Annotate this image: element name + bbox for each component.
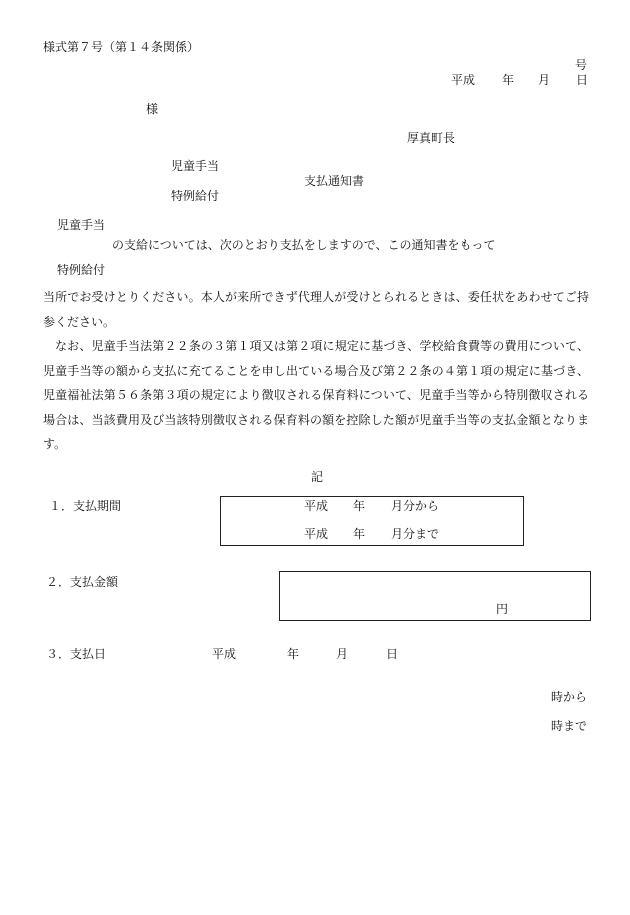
date-era: 平成 <box>451 73 476 87</box>
period-to-month-label: 月分まで <box>391 527 440 541</box>
period-from-era: 平成 <box>304 499 329 513</box>
intro-option-special-benefit: 特例給付 <box>57 263 106 277</box>
period-to-year-label: 年 <box>353 527 366 541</box>
issuer: 厚真町長 <box>407 131 456 145</box>
payment-date-month-label: 月 <box>336 647 349 661</box>
period-from-year-label: 年 <box>353 499 366 513</box>
notice-paragraph: なお、児童手当法第２２条の３第１項又は第２項に規定に基づき、学校給食費等の費用について、児童手当等の額から支払に充てることを申し出ている場合及び第２２条の４第１項の規定に基づき、児童福祉法第５６条第３項の規定により徴収される保育料について、児童手当等から特別徴収される場合は、当該費用及び当該特別徴収される保育料の額を控除した額が児童手当等の支払金額となります。 <box>43 339 589 452</box>
payment-date-label: ３．支払日 <box>46 647 107 661</box>
ki-heading: 記 <box>311 470 324 484</box>
payment-date-era: 平成 <box>212 647 237 661</box>
title-option-child-allowance: 児童手当 <box>171 159 220 173</box>
form-number: 様式第７号（第１４条関係） <box>43 40 200 54</box>
title-option-special-benefit: 特例給付 <box>171 189 220 203</box>
intro-line-1: の支給については、次のとおり支払をしますので、この通知書をもって <box>112 238 496 252</box>
intro-option-child-allowance: 児童手当 <box>57 218 106 232</box>
payment-period-box <box>220 496 524 546</box>
payment-time-from: 時から <box>551 690 588 704</box>
document-number-label: 号 <box>575 58 588 72</box>
payment-amount-box <box>279 571 591 621</box>
payment-date-year-label: 年 <box>287 647 300 661</box>
date-year-label: 年 <box>502 73 515 87</box>
payment-date-day-label: 日 <box>386 647 399 661</box>
document-title: 支払通知書 <box>304 174 365 188</box>
date-month-label: 月 <box>538 73 551 87</box>
date-day-label: 日 <box>576 73 589 87</box>
payment-time-to: 時まで <box>551 719 588 733</box>
addressee-suffix: 様 <box>146 102 159 116</box>
period-to-era: 平成 <box>304 527 329 541</box>
amount-unit-yen: 円 <box>496 602 509 616</box>
payment-amount-label: ２．支払金額 <box>46 575 119 589</box>
payment-period-label: １．支払期間 <box>49 499 122 513</box>
intro-line-2: 当所でお受けとりください。本人が来所できず代理人が受けとられるときは、委任状をあわせてご持参ください。 <box>43 290 589 329</box>
period-from-month-label: 月分から <box>391 499 440 513</box>
